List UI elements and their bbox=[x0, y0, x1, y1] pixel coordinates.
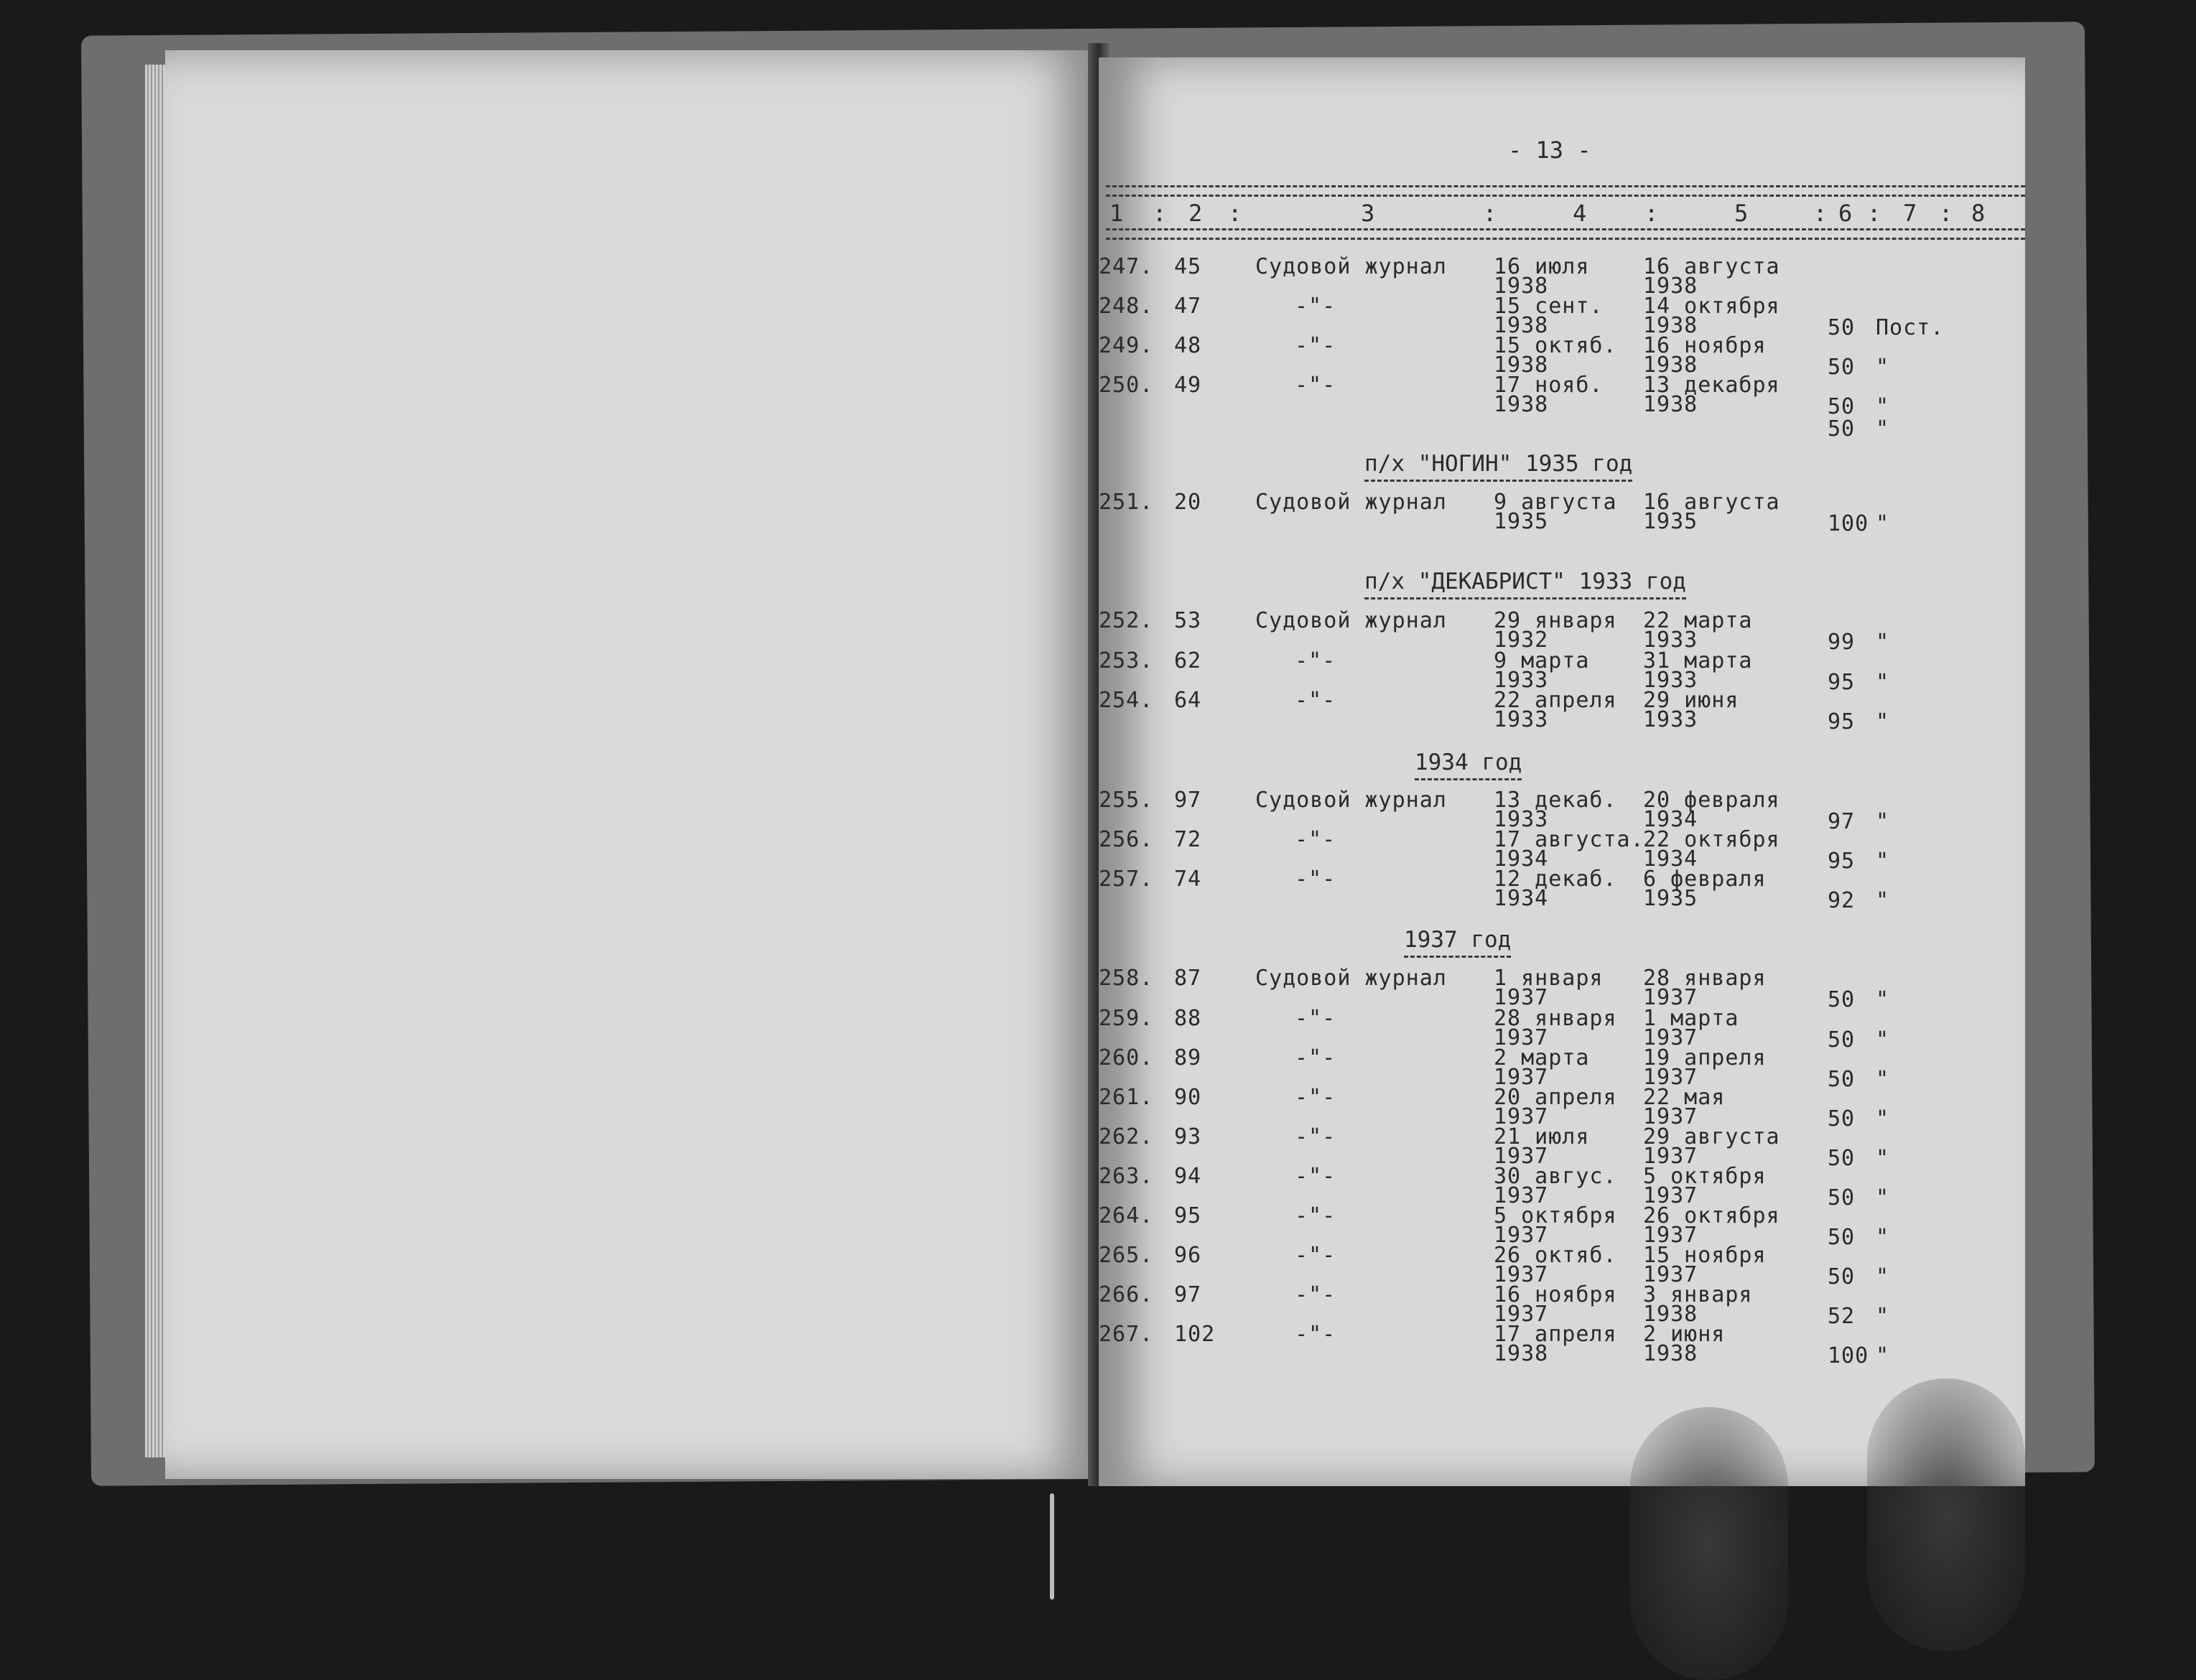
storage-note: " bbox=[1876, 670, 1890, 695]
end-date: 1 марта bbox=[1643, 1006, 1739, 1031]
start-year: 1933 bbox=[1494, 707, 1549, 732]
end-year: 1938 bbox=[1643, 353, 1698, 378]
end-date: 16 августа bbox=[1643, 254, 1780, 279]
end-date: 15 ноября bbox=[1643, 1243, 1767, 1268]
storage-note: " bbox=[1876, 355, 1890, 380]
col-header-8: 8 bbox=[1971, 200, 1986, 227]
col-header-6: 6 bbox=[1838, 200, 1853, 227]
section-nogin: п/х "НОГИН" 1935 год bbox=[1364, 451, 1632, 482]
row-number: 255. bbox=[1099, 788, 1154, 813]
col-header-7: 7 bbox=[1903, 200, 1917, 227]
col-header-sep: : bbox=[1939, 200, 1953, 227]
case-number: 49 bbox=[1174, 373, 1202, 398]
case-number: 72 bbox=[1174, 827, 1202, 852]
end-date: 26 октября bbox=[1643, 1203, 1780, 1228]
row-number: 264. bbox=[1099, 1203, 1154, 1228]
document-title: -"- bbox=[1295, 294, 1336, 319]
start-date: 20 апреля bbox=[1494, 1085, 1617, 1110]
document-title: -"- bbox=[1295, 827, 1336, 852]
page-count: 100 bbox=[1828, 511, 1869, 536]
document-title: -"- bbox=[1295, 1045, 1336, 1070]
case-number: 94 bbox=[1174, 1164, 1202, 1189]
storage-note: " bbox=[1876, 709, 1890, 734]
page-count: 95 bbox=[1828, 670, 1856, 695]
case-number: 88 bbox=[1174, 1006, 1202, 1031]
document-title: -"- bbox=[1295, 867, 1336, 892]
storage-note: " bbox=[1876, 1185, 1890, 1210]
end-year: 1935 bbox=[1643, 886, 1698, 911]
row-number: 263. bbox=[1099, 1164, 1154, 1189]
document-title: Судовой журнал bbox=[1255, 608, 1447, 633]
case-number: 87 bbox=[1174, 966, 1202, 991]
end-year: 1933 bbox=[1643, 627, 1698, 653]
col-header-sep: : bbox=[1813, 200, 1828, 227]
document-title: Судовой журнал bbox=[1255, 966, 1447, 991]
start-date: 17 апреля bbox=[1494, 1322, 1617, 1347]
end-year: 1937 bbox=[1643, 1144, 1698, 1169]
storage-note: " bbox=[1876, 1027, 1890, 1053]
start-date: 5 октября bbox=[1494, 1203, 1617, 1228]
col-header-sep: : bbox=[1153, 200, 1167, 227]
document-title: -"- bbox=[1295, 1203, 1336, 1228]
end-date: 2 июня bbox=[1643, 1322, 1726, 1347]
end-year: 1935 bbox=[1643, 509, 1698, 534]
start-year: 1938 bbox=[1494, 1341, 1549, 1366]
document-title: -"- bbox=[1295, 1243, 1336, 1268]
end-year: 1937 bbox=[1643, 1262, 1698, 1287]
page-count: 50 bbox=[1828, 1027, 1856, 1053]
end-date: 29 августа bbox=[1643, 1124, 1780, 1149]
row-number: 252. bbox=[1099, 608, 1154, 633]
case-number: 53 bbox=[1174, 608, 1202, 633]
header-rule-bottom bbox=[1106, 228, 2025, 240]
start-year: 1937 bbox=[1494, 1183, 1549, 1208]
start-year: 1932 bbox=[1494, 627, 1549, 653]
col-header-sep: : bbox=[1867, 200, 1881, 227]
start-year: 1937 bbox=[1494, 1025, 1549, 1050]
start-date: 15 сент. bbox=[1494, 294, 1604, 319]
row-number: 258. bbox=[1099, 966, 1154, 991]
storage-note: " bbox=[1876, 1264, 1890, 1289]
end-date: 14 октября bbox=[1643, 294, 1780, 319]
page-count: 50 bbox=[1828, 987, 1856, 1012]
section-dekabrist: п/х "ДЕКАБРИСТ" 1933 год bbox=[1364, 569, 1686, 599]
page-count: 52 bbox=[1828, 1304, 1856, 1329]
start-date: 21 июля bbox=[1494, 1124, 1590, 1149]
end-date: 22 октября bbox=[1643, 827, 1780, 852]
start-year: 1938 bbox=[1494, 392, 1549, 417]
storage-note: " bbox=[1876, 1304, 1890, 1329]
document-title: Судовой журнал bbox=[1255, 490, 1447, 515]
start-date: 12 декаб. bbox=[1494, 867, 1617, 892]
row-number: 266. bbox=[1099, 1282, 1154, 1307]
start-date: 26 октяб. bbox=[1494, 1243, 1617, 1268]
document-title: -"- bbox=[1295, 1164, 1336, 1189]
end-year: 1938 bbox=[1643, 313, 1698, 338]
start-year: 1938 bbox=[1494, 353, 1549, 378]
start-date: 17 августа. bbox=[1494, 827, 1644, 852]
start-year: 1937 bbox=[1494, 1144, 1549, 1169]
col-header-1: 1 bbox=[1109, 200, 1124, 227]
start-year: 1933 bbox=[1494, 668, 1549, 693]
start-date: 22 апреля bbox=[1494, 688, 1617, 713]
start-date: 16 ноября bbox=[1494, 1282, 1617, 1307]
page-count: 50 bbox=[1828, 394, 1856, 419]
col-header-3: 3 bbox=[1361, 200, 1375, 227]
page-count: 50 bbox=[1828, 355, 1856, 380]
case-number: 20 bbox=[1174, 490, 1202, 515]
end-year: 1938 bbox=[1643, 392, 1698, 417]
page-count: 50 bbox=[1828, 1185, 1856, 1210]
start-date: 28 января bbox=[1494, 1006, 1617, 1031]
end-year: 1937 bbox=[1643, 1223, 1698, 1248]
start-year: 1937 bbox=[1494, 985, 1549, 1010]
end-year: 1937 bbox=[1643, 1183, 1698, 1208]
start-date: 2 марта bbox=[1494, 1045, 1590, 1070]
end-date: 22 марта bbox=[1643, 608, 1753, 633]
row-number: 248. bbox=[1099, 294, 1154, 319]
storage-note: " bbox=[1876, 1106, 1890, 1131]
col-header-sep: : bbox=[1483, 200, 1497, 227]
end-year: 1937 bbox=[1643, 1104, 1698, 1129]
page-number: - 13 - bbox=[1508, 136, 1591, 164]
storage-note: " bbox=[1876, 888, 1890, 913]
end-date: 19 апреля bbox=[1643, 1045, 1767, 1070]
case-number: 96 bbox=[1174, 1243, 1202, 1268]
page-edges bbox=[145, 65, 165, 1457]
page-count: 92 bbox=[1828, 888, 1856, 913]
finger-shadow bbox=[1630, 1407, 1788, 1680]
start-date: 9 марта bbox=[1494, 648, 1590, 673]
start-date: 17 нояб. bbox=[1494, 373, 1604, 398]
start-year: 1934 bbox=[1494, 846, 1549, 872]
document-title: Судовой журнал bbox=[1255, 788, 1447, 813]
page-count: 99 bbox=[1828, 630, 1856, 655]
start-date: 1 января bbox=[1494, 966, 1604, 991]
row-number: 249. bbox=[1099, 333, 1154, 358]
row-number: 259. bbox=[1099, 1006, 1154, 1031]
row-number: 257. bbox=[1099, 867, 1154, 892]
row-number: 261. bbox=[1099, 1085, 1154, 1110]
storage-note: " bbox=[1876, 987, 1890, 1012]
storage-note: " bbox=[1876, 809, 1890, 834]
start-year: 1937 bbox=[1494, 1223, 1549, 1248]
case-number: 62 bbox=[1174, 648, 1202, 673]
page-count: 50 bbox=[1828, 1264, 1856, 1289]
document-title: Судовой журнал bbox=[1255, 254, 1447, 279]
end-year: 1933 bbox=[1643, 707, 1698, 732]
case-number: 48 bbox=[1174, 333, 1202, 358]
page-count: 95 bbox=[1828, 709, 1856, 734]
page-count: 50 bbox=[1828, 1225, 1856, 1250]
row-number: 251. bbox=[1099, 490, 1154, 515]
end-date: 5 октября bbox=[1643, 1164, 1767, 1189]
row-number: 267. bbox=[1099, 1322, 1154, 1347]
start-date: 13 декаб. bbox=[1494, 788, 1617, 813]
row-number: 253. bbox=[1099, 648, 1154, 673]
start-date: 29 января bbox=[1494, 608, 1617, 633]
storage-note: " bbox=[1876, 1225, 1890, 1250]
section-1934: 1934 год bbox=[1415, 750, 1522, 780]
document-title: -"- bbox=[1295, 1322, 1336, 1347]
binding-thread bbox=[1050, 1493, 1054, 1600]
page-count: 50 bbox=[1828, 1106, 1856, 1131]
document-title: -"- bbox=[1295, 648, 1336, 673]
storage-note: " bbox=[1876, 416, 1890, 442]
start-year: 1938 bbox=[1494, 274, 1549, 299]
page-count: 95 bbox=[1828, 849, 1856, 874]
end-date: 6 февраля bbox=[1643, 867, 1767, 892]
header-rule-top bbox=[1106, 185, 2025, 197]
col-header-2: 2 bbox=[1188, 200, 1203, 227]
start-year: 1933 bbox=[1494, 807, 1549, 832]
end-year: 1934 bbox=[1643, 807, 1698, 832]
storage-note: " bbox=[1876, 849, 1890, 874]
storage-note: " bbox=[1876, 630, 1890, 655]
col-header-4: 4 bbox=[1573, 200, 1587, 227]
row-number: 260. bbox=[1099, 1045, 1154, 1070]
start-year: 1938 bbox=[1494, 313, 1549, 338]
end-year: 1937 bbox=[1643, 985, 1698, 1010]
col-header-5: 5 bbox=[1734, 200, 1749, 227]
case-number: 95 bbox=[1174, 1203, 1202, 1228]
end-year: 1937 bbox=[1643, 1025, 1698, 1050]
section-1937: 1937 год bbox=[1404, 927, 1511, 958]
end-year: 1938 bbox=[1643, 274, 1698, 299]
start-year: 1937 bbox=[1494, 1065, 1549, 1090]
case-number: 47 bbox=[1174, 294, 1202, 319]
document-title: -"- bbox=[1295, 688, 1336, 713]
page-count: 100 bbox=[1828, 1343, 1869, 1368]
end-year: 1933 bbox=[1643, 668, 1698, 693]
start-year: 1937 bbox=[1494, 1104, 1549, 1129]
end-date: 28 января bbox=[1643, 966, 1767, 991]
storage-note: " bbox=[1876, 511, 1890, 536]
left-page bbox=[165, 50, 1092, 1479]
end-date: 16 ноября bbox=[1643, 333, 1767, 358]
row-number: 265. bbox=[1099, 1243, 1154, 1268]
end-date: 13 декабря bbox=[1643, 373, 1780, 398]
case-number: 45 bbox=[1174, 254, 1202, 279]
document-title: -"- bbox=[1295, 373, 1336, 398]
page-count: 50 bbox=[1828, 315, 1856, 340]
case-number: 89 bbox=[1174, 1045, 1202, 1070]
row-number: 262. bbox=[1099, 1124, 1154, 1149]
case-number: 97 bbox=[1174, 1282, 1202, 1307]
case-number: 74 bbox=[1174, 867, 1202, 892]
row-number: 254. bbox=[1099, 688, 1154, 713]
end-year: 1938 bbox=[1643, 1302, 1698, 1327]
start-year: 1937 bbox=[1494, 1302, 1549, 1327]
case-number: 64 bbox=[1174, 688, 1202, 713]
document-title: -"- bbox=[1295, 1085, 1336, 1110]
end-year: 1937 bbox=[1643, 1065, 1698, 1090]
start-year: 1934 bbox=[1494, 886, 1549, 911]
end-date: 16 августа bbox=[1643, 490, 1780, 515]
case-number: 90 bbox=[1174, 1085, 1202, 1110]
case-number: 102 bbox=[1174, 1322, 1216, 1347]
end-date: 29 июня bbox=[1643, 688, 1739, 713]
end-date: 3 января bbox=[1643, 1282, 1753, 1307]
row-number: 247. bbox=[1099, 254, 1154, 279]
start-date: 9 августа bbox=[1494, 490, 1617, 515]
row-number: 256. bbox=[1099, 827, 1154, 852]
end-year: 1938 bbox=[1643, 1341, 1698, 1366]
storage-note: " bbox=[1876, 1146, 1890, 1171]
finger-shadow bbox=[1867, 1378, 2025, 1651]
start-date: 16 июля bbox=[1494, 254, 1590, 279]
start-date: 15 октяб. bbox=[1494, 333, 1617, 358]
page-count: 50 bbox=[1828, 1067, 1856, 1092]
document-title: -"- bbox=[1295, 333, 1336, 358]
col-header-sep: : bbox=[1228, 200, 1242, 227]
page-count: 97 bbox=[1828, 809, 1856, 834]
end-year: 1934 bbox=[1643, 846, 1698, 872]
col-header-sep: : bbox=[1644, 200, 1659, 227]
case-number: 97 bbox=[1174, 788, 1202, 813]
page-count: 50 bbox=[1828, 1146, 1856, 1171]
start-year: 1935 bbox=[1494, 509, 1549, 534]
end-date: 22 мая bbox=[1643, 1085, 1726, 1110]
storage-note: " bbox=[1876, 394, 1890, 419]
document-title: -"- bbox=[1295, 1124, 1336, 1149]
row-number: 250. bbox=[1099, 373, 1154, 398]
start-date: 30 авгус. bbox=[1494, 1164, 1617, 1189]
storage-note: Пост. bbox=[1876, 315, 1945, 340]
document-title: -"- bbox=[1295, 1282, 1336, 1307]
end-date: 20 февраля bbox=[1643, 788, 1780, 813]
document-title: -"- bbox=[1295, 1006, 1336, 1031]
start-year: 1937 bbox=[1494, 1262, 1549, 1287]
page-count: 50 bbox=[1828, 416, 1856, 442]
storage-note: " bbox=[1876, 1067, 1890, 1092]
storage-note: " bbox=[1876, 1343, 1890, 1368]
end-date: 31 марта bbox=[1643, 648, 1753, 673]
case-number: 93 bbox=[1174, 1124, 1202, 1149]
